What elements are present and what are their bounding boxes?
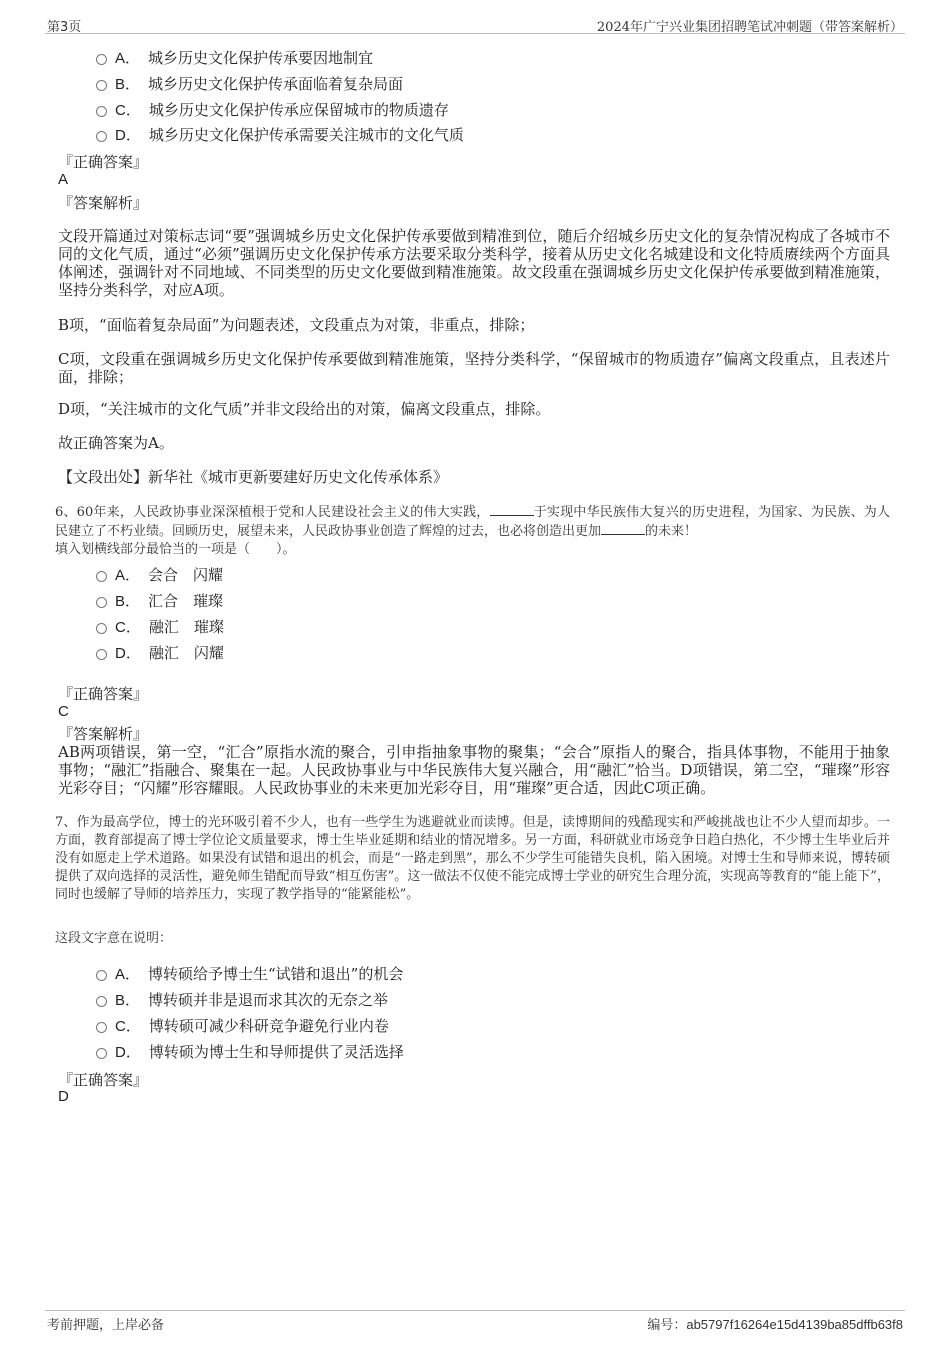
correct-answer-label: 『正确答案』 [58, 1071, 149, 1089]
radio-icon[interactable] [96, 597, 107, 608]
q5-source: 【文段出处】新华社《城市更新要建好历史文化传承体系》 [58, 468, 449, 486]
analysis-label: 『答案解析』 [58, 725, 149, 743]
q7-answer: D [58, 1088, 69, 1105]
radio-icon[interactable] [96, 106, 107, 117]
analysis-label: 『答案解析』 [58, 194, 149, 212]
q6-option-d[interactable]: D． 融汇 闪耀 [96, 642, 224, 662]
radio-icon[interactable] [96, 80, 107, 91]
footer-serial: 编号：ab5797f16264e15d4139ba85dffb63f8 [647, 1317, 903, 1333]
radio-icon[interactable] [96, 1022, 107, 1033]
q7-stem: 7、作为最高学位，博士的光环吸引着不少人，也有一些学生为逃避就业而读博。但是，读博期间的残酷现实和严峻挑战也让不少人望而却步。一方面，教育部提高了博士学位论文质量要求，博士生毕业延期和结业的情况增多。另一方面，科研就业市场竞争日趋白热化，不少博士生毕业后并没有如愿走上学术道路。如果没有试错和退出的机会，而是“一路走到黑”，那么不少学生可能错失良机，陷入困境。对博士生和导师来说，博转硕提供了双向选择的灵活性，避免师生错配而导致“相互伤害”。这一做法不仅使不能完成博士学业的研究生合理分流，实现高等教育的“能上能下”，同时也缓解了导师的培养压力，实现了教学指导的“能紧能松”。 [55, 815, 890, 902]
radio-icon[interactable] [96, 1048, 107, 1059]
q5-conclusion: 故正确答案为A。 [58, 434, 174, 452]
q7-option-d[interactable]: D． 博转硕为博士生和导师提供了灵活选择 [96, 1041, 404, 1061]
footer-slogan: 考前押题，上岸必备 [47, 1318, 165, 1333]
q5-option-d[interactable]: D． 城乡历史文化保护传承需要关注城市的文化气质 [96, 124, 464, 144]
radio-icon[interactable] [96, 970, 107, 981]
radio-icon[interactable] [96, 131, 107, 142]
blank-line [601, 522, 645, 535]
q5-analysis-c: C项，文段重在强调城乡历史文化保护传承要做到精准施策，坚持分类科学，“保留城市的物质遗存”偏离文段重点，且表述片面，排除； [58, 350, 890, 386]
q5-option-b[interactable]: B． 城乡历史文化保护传承面临着复杂局面 [96, 73, 403, 93]
radio-icon[interactable] [96, 571, 107, 582]
q6-answer: C [58, 703, 69, 720]
q6-stem: 6、60年来，人民政协事业深深植根于党和人民建设社会主义的伟大实践， 于实现中华民族伟大复兴的历史进程，为国家、为民族、为人民建立了不朽业绩。回顾历史，展望未来，人民政协事业创造了辉煌的过去，也必将创造出更加 的未来！ [55, 505, 890, 539]
q7-prompt: 这段文字意在说明： [55, 931, 173, 946]
q6-option-b[interactable]: B． 汇合 璀璨 [96, 590, 223, 610]
page-number: 第3页 [47, 20, 82, 35]
q5-answer: A [58, 171, 69, 188]
q7-option-a[interactable]: A． 博转硕给予博士生“试错和退出”的机会 [96, 963, 403, 983]
footer-divider [45, 1310, 905, 1311]
blank-line [490, 503, 534, 516]
q5-analysis-b: B项，“面临着复杂局面”为问题表述，文段重点为对策，非重点，排除； [58, 316, 535, 334]
q7-option-b[interactable]: B． 博转硕并非是退而求其次的无奈之举 [96, 989, 388, 1009]
radio-icon[interactable] [96, 996, 107, 1007]
q6-prompt: 填入划横线部分最恰当的一项是（ ）。 [55, 542, 296, 557]
correct-answer-label: 『正确答案』 [58, 685, 149, 703]
q6-analysis: AB两项错误，第一空，“汇合”原指水流的聚合，引申指抽象事物的聚集；“会合”原指人的聚合，指具体事物，不能用于抽象事物；“融汇”指融合、聚集在一起。人民政协事业与中华民族伟大复兴融合，用“融汇”恰当。D项错误，第二空，“璀璨”形容光彩夺目；“闪耀”形容耀眼。人民政协事业的未来更加光彩夺目，用“璀璨”更合适，因此C项正确。 [58, 743, 890, 797]
header-divider [45, 33, 905, 34]
radio-icon[interactable] [96, 623, 107, 634]
correct-answer-label: 『正确答案』 [58, 153, 149, 171]
q6-option-c[interactable]: C． 融汇 璀璨 [96, 616, 224, 636]
q5-option-c[interactable]: C． 城乡历史文化保护传承应保留城市的物质遗存 [96, 99, 449, 119]
page-header [45, 16, 905, 34]
q7-option-c[interactable]: C． 博转硕可减少科研竞争避免行业内卷 [96, 1015, 389, 1035]
document-title: 2024年广宁兴业集团招聘笔试冲刺题（带答案解析） [596, 20, 903, 35]
q5-option-a[interactable]: A． 城乡历史文化保护传承要因地制宜 [96, 47, 373, 67]
q5-analysis-d: D项，“关注城市的文化气质”并非文段给出的对策，偏离文段重点，排除。 [58, 400, 551, 418]
q6-option-a[interactable]: A． 会合 闪耀 [96, 564, 223, 584]
q5-analysis-main: 文段开篇通过对策标志词“要”强调城乡历史文化保护传承要做到精准到位，随后介绍城乡历史文化的复杂情况构成了各城市不同的文化气质，通过“必须”强调历史文化保护传承方法要采取分类科学，接着从历史文化名城建设和文化特质赓续两个方面具体阐述，强调针对不同地域、不同类型的历史文化要做到精准施策。故文段重在强调城乡历史文化保护传承要做到精准施策，坚持分类科学，对应A项。 [58, 227, 890, 299]
radio-icon[interactable] [96, 54, 107, 65]
radio-icon[interactable] [96, 649, 107, 660]
